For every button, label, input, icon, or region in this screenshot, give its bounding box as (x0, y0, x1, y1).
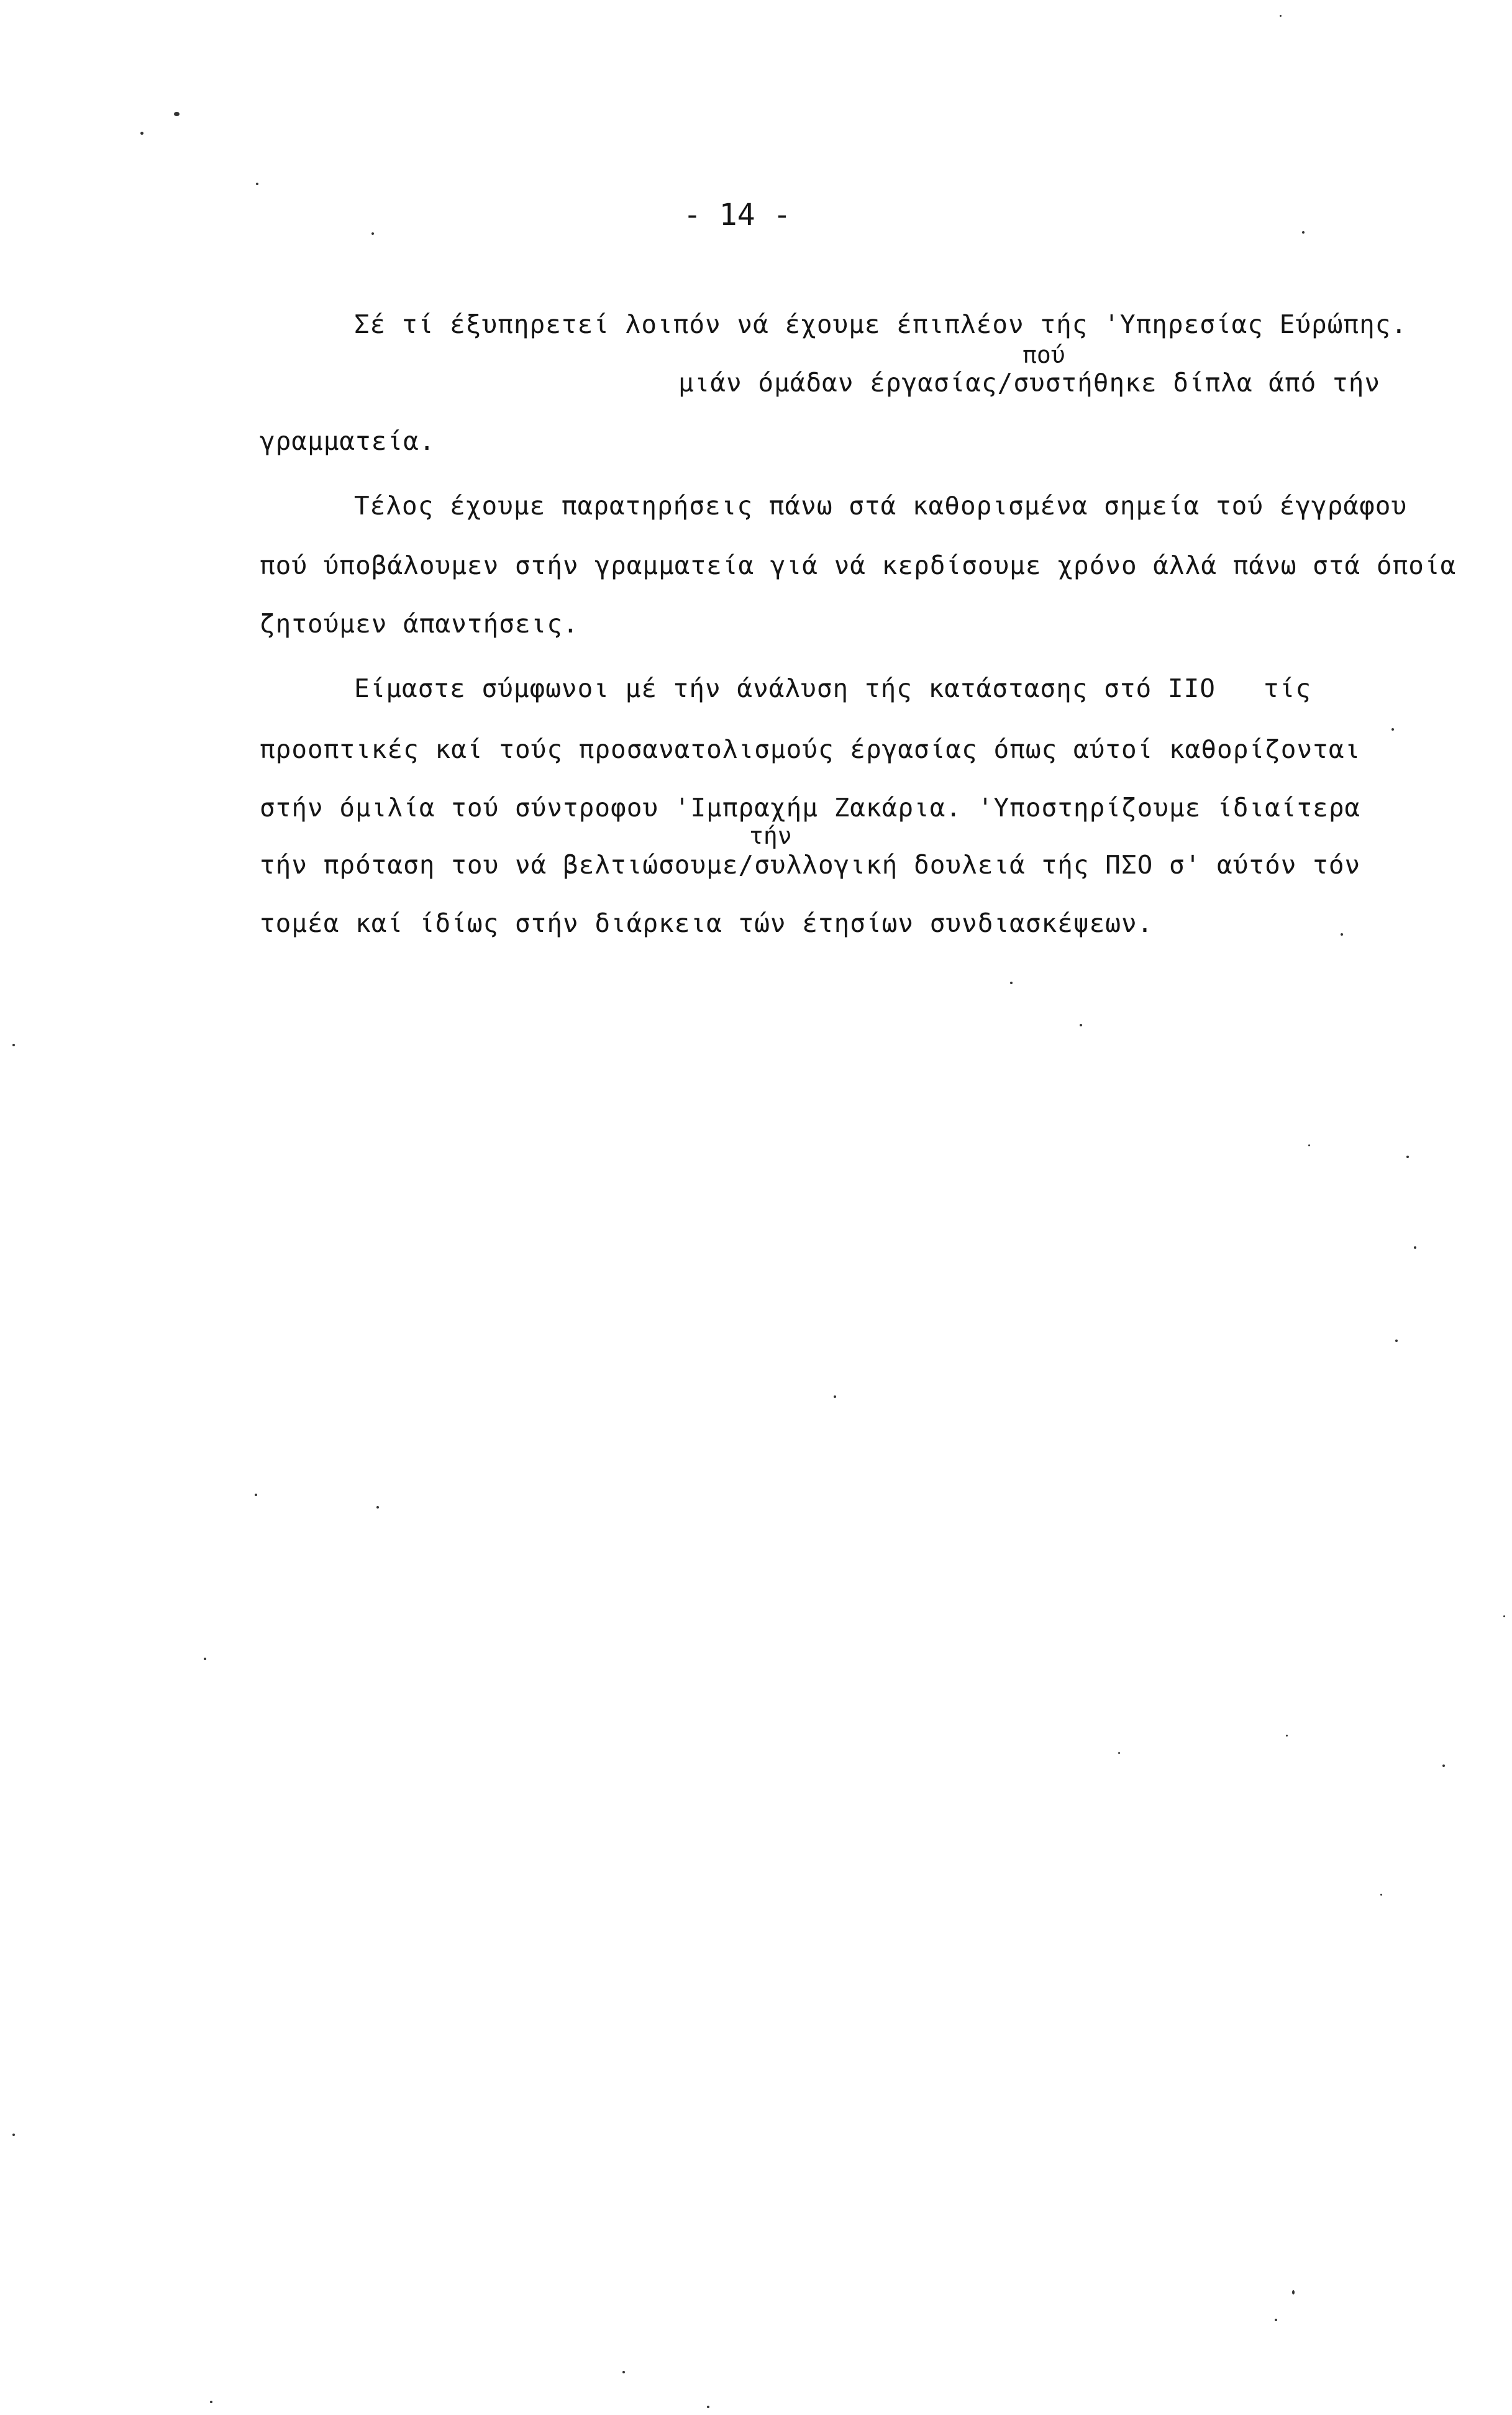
scan-speck (1286, 1735, 1288, 1737)
scan-speck (707, 2406, 709, 2408)
scan-speck (140, 132, 143, 135)
scan-speck (1391, 728, 1394, 731)
paragraph-1-line-1: Σέ τί έξυπηρετεί λοιπόν νά έχουμε έπιπλέον τής 'Υπηρεσίας Εύρώπης. (354, 309, 1408, 339)
paragraph-1-line-3: γραμματεία. (260, 426, 435, 456)
scan-speck (255, 1494, 257, 1496)
scan-speck (1302, 231, 1305, 234)
scan-speck (1341, 933, 1343, 936)
scan-speck (1442, 1764, 1445, 1767)
scan-speck (204, 1658, 206, 1660)
paragraph-3-line-5: τομέα καί ίδίως στήν διάρκεια τών έτησίων συνδιασκέψεων. (260, 908, 1154, 938)
paragraph-1-insertion: πού (1022, 341, 1065, 368)
page-number: - 14 - (683, 198, 791, 232)
scan-speck (1275, 2319, 1277, 2321)
scan-speck (1308, 1144, 1310, 1146)
scan-speck (1118, 1752, 1120, 1754)
scan-speck (1292, 2290, 1295, 2294)
paragraph-3-line-2: προοπτικές καί τούς προσανατολισμούς έργασίας όπως αύτοί καθορίζονται (260, 734, 1361, 764)
paragraph-3-line-4: τήν πρόταση του νά βελτιώσουμε/συλλογική δουλειά τής ΠΣΟ σ' αύτόν τόν (260, 850, 1361, 880)
scan-speck (1406, 1156, 1409, 1158)
paragraph-3-line-3: στήν όμιλία τού σύντροφου 'Ιμπραχήμ Ζακάρια. 'Υποστηρίζουμε ίδιαίτερα (260, 793, 1361, 823)
scan-speck (12, 1044, 15, 1046)
paragraph-2-line-2: πού ύποβάλουμεν στήν γραμματεία γιά νά κερδίσουμε χρόνο άλλά πάνω στά όποία (260, 550, 1457, 580)
scan-speck (1010, 982, 1013, 984)
scan-speck (622, 2371, 625, 2373)
scan-speck (1503, 1615, 1505, 1617)
paragraph-2-line-1: Τέλος έχουμε παρατηρήσεις πάνω στά καθορισμένα σημεία τού έγγράφου (354, 491, 1408, 521)
paragraph-1-line-2: μιάν όμάδαν έργασίας/συστήθηκε δίπλα άπό τήν (678, 368, 1381, 398)
scan-speck (1080, 1024, 1082, 1026)
scan-speck (1395, 1340, 1398, 1342)
scan-speck (12, 2134, 15, 2136)
scan-speck (376, 1506, 379, 1509)
scan-speck (834, 1395, 836, 1398)
scan-speck (256, 183, 258, 185)
scan-speck (1380, 1894, 1382, 1896)
scan-speck (1280, 15, 1282, 17)
scan-speck (174, 112, 180, 116)
paragraph-3-line-1: Είμαστε σύμφωνοι μέ τήν άνάλυση τής κατάστασης στό ΙΙΟ τίς (354, 673, 1312, 703)
scan-speck (371, 232, 374, 235)
paragraph-3-insertion: τήν (749, 822, 792, 849)
paragraph-2-line-3: ζητούμεν άπαντήσεις. (260, 609, 579, 639)
scan-speck (1414, 1246, 1416, 1249)
scan-speck (210, 2401, 212, 2403)
